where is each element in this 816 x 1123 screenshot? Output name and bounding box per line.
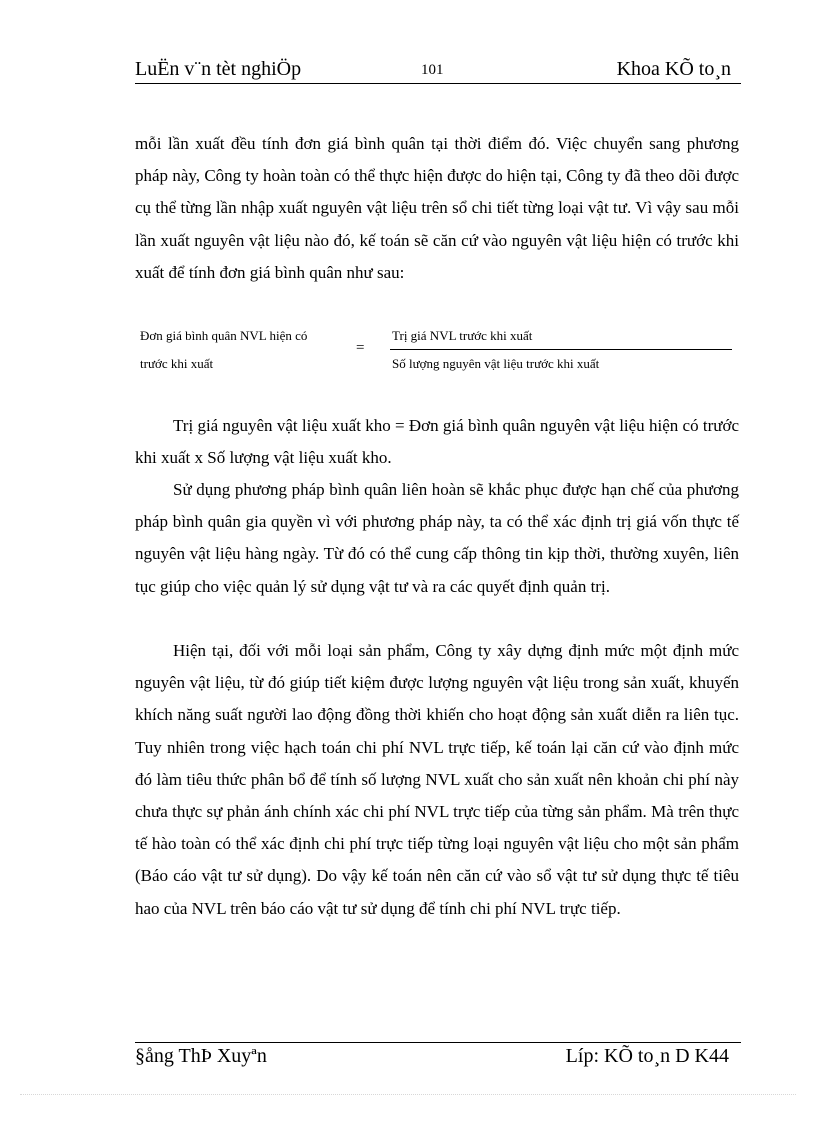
paragraph-1: mỗi lần xuất đều tính đơn giá bình quân tại thời điểm đó. Việc chuyển sang phương pháp này, Công ty hoàn toàn có thể thực hiện được do hiện tại, Công ty đã theo dõi được cụ thể từng lần nhập xuất nguyên vật liệu trên sổ chi tiết từng loại vật tư. Vì vậy sau mỗi lần xuất nguyên vật liệu nào đó, kế toán sẽ căn cứ vào nguyên vật liệu hiện có trước khi xuất để tính đơn giá bình quân như sau: [135, 134, 739, 282]
formula-equals-sign: = [356, 340, 365, 356]
header-thesis-title: LuËn v¨n tèt nghiÖp [135, 58, 302, 80]
paragraph-2: Trị giá nguyên vật liệu xuất kho = Đơn giá bình quân nguyên vật liệu hiện có trước khi xuất x Số lượng vật liệu xuất kho. [135, 416, 739, 468]
page-footer [135, 1043, 741, 1073]
formula-numerator: Trị giá NVL trước khi xuất [392, 328, 533, 343]
average-price-formula [140, 325, 740, 380]
formula-lhs-line1: Đơn giá bình quân NVL hiện có [140, 328, 308, 343]
page-number: 101 [421, 62, 444, 78]
footer-author: §ång ThÞ Xuyªn [135, 1045, 267, 1067]
footer-class: Líp: KÕ to¸n D K44 [565, 1045, 729, 1067]
page-bottom-dotted-line [20, 1094, 796, 1095]
formula-lhs-line2: trước khi xuất [140, 356, 214, 371]
formula-fraction-bar [390, 349, 732, 350]
paragraph-3: Sử dụng phương pháp bình quân liên hoàn sẽ khắc phục được hạn chế của phương pháp bình quân gia quyền vì với phương pháp này, ta có thể xác định trị giá vốn thực tế nguyên vật liệu hàng ngày. Từ đó có thể cung cấp thông tin kịp thời, thường xuyên, liên tục giúp cho việc quản lý sử dụng vật tư và ra các quyết định quản trị. [135, 480, 739, 596]
header-faculty: Khoa KÕ to¸n [616, 58, 731, 80]
paragraph-4: Hiện tại, đối với mỗi loại sản phẩm, Công ty xây dựng định mức một định mức nguyên vật liệu, từ đó giúp tiết kiệm được lượng nguyên vật liệu trong sản xuất, khuyến khích năng suất người lao động đồng thời khiến cho hoạt động sản xuất diễn ra liên tục. Tuy nhiên trong việc hạch toán chi phí NVL trực tiếp, kế toán lại căn cứ vào định mức đó làm tiêu thức phân bổ để tính số lượng NVL xuất cho sản xuất nên khoản chi phí này chưa thực sự phản ánh chính xác chi phí NVL trực tiếp của từng sản phẩm. Mà trên thực tế hào toàn có thể xác định chi phí trực tiếp từng loại nguyên vật liệu cho một sản phẩm (Báo cáo vật tư sử dụng). Do vậy kế toán nên căn cứ vào sổ vật tư sử dụng thực tế tiêu hao của NVL trên báo cáo vật tư sử dụng để tính chi phí NVL trực tiếp. [135, 641, 739, 918]
header-divider [135, 83, 741, 84]
page-header [135, 58, 741, 84]
formula-denominator: Số lượng nguyên vật liệu trước khi xuất [392, 356, 600, 371]
